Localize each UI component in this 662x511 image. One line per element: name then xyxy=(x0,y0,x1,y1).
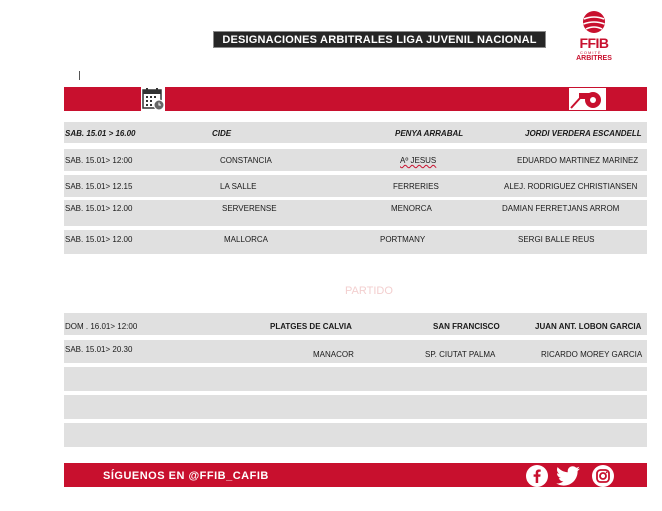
away-team: SAN FRANCISCO xyxy=(433,322,500,331)
away-team: PENYA ARRABAL xyxy=(395,129,464,138)
whistle-icon xyxy=(569,88,606,110)
match-date: SAB. 15.01> 12.15 xyxy=(65,182,133,191)
page-title: DESIGNACIONES ARBITRALES LIGA JUVENIL NACIONAL xyxy=(213,31,546,48)
away-team: FERRERIES xyxy=(393,182,439,191)
table-row xyxy=(64,230,647,254)
home-team: CONSTANCIA xyxy=(220,156,272,165)
partido-label: PARTIDO xyxy=(345,285,393,297)
away-team: Aº JESUS xyxy=(400,156,437,165)
footer-social-text: SÍGUENOS EN @FFIB_CAFIB xyxy=(103,470,269,482)
logo-ffib-text: FFIB xyxy=(579,35,609,51)
home-team: SERVERENSE xyxy=(222,204,277,213)
text-cursor xyxy=(79,71,80,80)
calendar-icon xyxy=(141,87,165,111)
match-date: SAB. 15.01 > 16.00 xyxy=(65,129,136,138)
home-team: MANACOR xyxy=(313,350,354,359)
logo-arbitres-text: ARBITRES xyxy=(576,55,612,62)
twitter-icon[interactable] xyxy=(555,464,582,488)
table-row xyxy=(64,200,647,226)
away-team: MENORCA xyxy=(391,204,432,213)
home-team: PLATGES DE CALVIA xyxy=(270,322,352,331)
referee: ALEJ. RODRIGUEZ CHRISTIANSEN xyxy=(504,182,638,191)
empty-row xyxy=(64,423,647,447)
table-row xyxy=(64,313,647,335)
instagram-icon[interactable] xyxy=(591,464,615,488)
table-row xyxy=(64,340,647,363)
table-row xyxy=(64,175,647,197)
table-row xyxy=(64,149,647,171)
home-team: LA SALLE xyxy=(220,182,257,191)
empty-row xyxy=(64,367,647,391)
referee: JORDI VERDERA ESCANDELL xyxy=(525,129,642,138)
match-date: SAB. 15.01> 12.00 xyxy=(65,204,133,213)
match-date: SAB. 15.01> 20.30 xyxy=(65,345,133,354)
ball-logo-icon xyxy=(582,10,606,34)
facebook-icon[interactable] xyxy=(525,464,549,488)
empty-row xyxy=(64,395,647,419)
match-date: SAB. 15.01> 12.00 xyxy=(65,235,133,244)
referee: JUAN ANT. LOBON GARCIA xyxy=(535,322,642,331)
referee: RICARDO MOREY GARCIA xyxy=(541,350,643,359)
ffib-logo xyxy=(572,10,616,66)
home-team: MALLORCA xyxy=(224,235,269,244)
match-date: DOM . 16.01> 12:00 xyxy=(65,322,138,331)
away-team: SP. CIUTAT PALMA xyxy=(425,350,496,359)
referee: SERGI BALLE REUS xyxy=(518,235,595,244)
home-team: CIDE xyxy=(212,129,232,138)
match-date: SAB. 15.01> 12:00 xyxy=(65,156,133,165)
table-header-row xyxy=(64,122,647,143)
referee: EDUARDO MARTINEZ MARINEZ xyxy=(517,156,639,165)
referee: DAMIAN FERRETJANS ARROM xyxy=(502,204,620,213)
away-team: PORTMANY xyxy=(380,235,426,244)
logo-comite-text: COMITÈ xyxy=(580,50,602,55)
